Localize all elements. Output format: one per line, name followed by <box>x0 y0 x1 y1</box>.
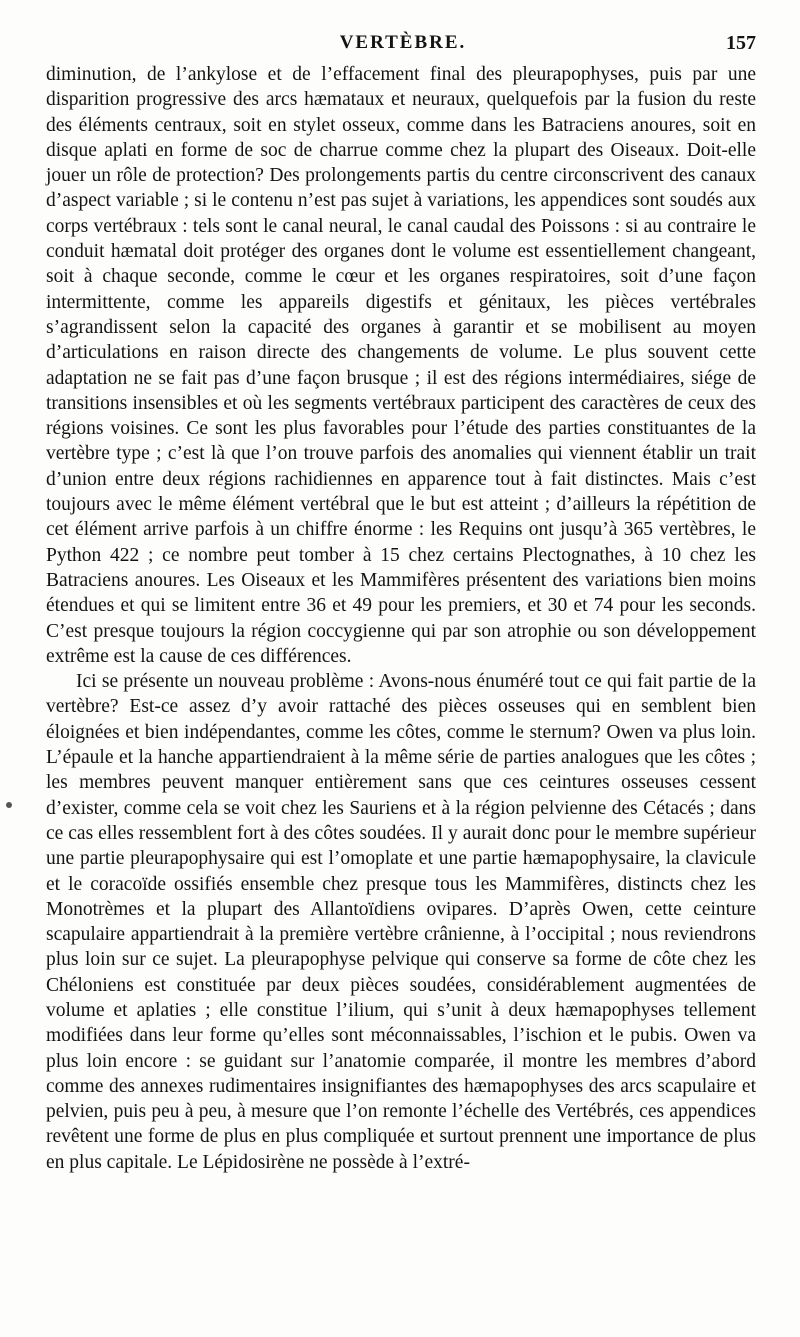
margin-dot <box>6 802 12 808</box>
running-title: VERTÈBRE. <box>339 32 467 53</box>
body-text <box>46 62 756 1175</box>
running-head <box>46 32 760 58</box>
paragraph-continuation: diminution, de l’ankylose et de l’effacement final des pleurapophyses, puis par une disparition progressive des arcs hæmataux et neuraux, quelquefois par la fusion du reste des éléments centraux, soit en stylet osseux, comme dans les Batraciens anoures, soit en disque aplati en forme de soc de charrue comme chez la plupart des Oiseaux. Doit-elle jouer un rôle de protection? Des prolongements partis du centre circonscrivent des canaux d’aspect variable ; si le contenu n’est pas sujet à variations, les appendices sont soudés aux corps vertébraux : tels sont le canal neural, le canal caudal des Poissons : si au contraire le conduit hæmatal doit protéger des organes dont le volume est essentiellement changeant, soit à chaque seconde, comme le cœur et les organes respiratoires, soit d’une façon intermittente, comme les appareils digestifs et génitaux, les pièces vertébrales s’agrandissent selon la capacité des organes à garantir et se mobilisent au moyen d’articulations en raison directe des changements de volume. Le plus souvent cette adaptation ne se fait pas d’une façon brusque ; il est des régions intermédiaires, siége de transitions insensibles et où les segments vertébraux participent des caractères de ceux des régions voisines. Ce sont les plus favorables pour l’étude des parties constituantes de la vertèbre type ; c’est là que l’on trouve parfois des anomalies qui viennent établir un trait d’union entre deux régions rachidiennes en apparence tout à fait distinctes. Mais c’est toujours avec le même élément vertébral que le but est atteint ; d’ailleurs la répétition de cet élément arrive parfois à un chiffre énorme : les Requins ont jusqu’à 365 vertèbres, le Python 422 ; ce nombre peut tomber à 15 chez certains Plectognathes, à 10 chez les Batraciens anoures. Les Oiseaux et les Mammifères présentent des variations bien moins étendues et qui se limitent entre 36 et 49 pour les premiers, et 30 et 74 pour les seconds. C’est presque toujours la région coccygienne qui par son atrophie ou son développement extrême est la cause de ces différences. <box>46 64 756 667</box>
page-number: 157 <box>726 32 756 54</box>
paragraph-problem: Ici se présente un nouveau problème : Avons-nous énuméré tout ce qui fait partie de la vertèbre? Est-ce assez d’y avoir rattaché des pièces osseuses qui en semblent bien éloignées et bien indépendantes, comme les côtes, comme le sternum? Owen va plus loin. L’épaule et la hanche appartiendraient à la même série de parties analogues que les côtes ; les membres peuvent manquer entièrement sans que ces ceintures osseuses cessent d’exister, comme cela se voit chez les Sauriens et à la région pelvienne des Cétacés ; dans ce cas elles ressemblent fort à des côtes soudées. Il y aurait donc pour le membre supérieur une partie pleurapophysaire qui est l’omoplate et une partie hæmapophysaire, la clavicule et le coracoïde ossifiés ensemble chez presque tous les Mammifères, distincts chez les Monotrèmes et la plupart des Allantoïdiens ovipares. D’après Owen, cette ceinture scapulaire appartiendrait à la première vertèbre crânienne, à l’occipital ; nous reviendrons plus loin sur ce sujet. La pleurapophyse pelvique qui conserve sa forme de côte chez les Chéloniens est constituée par deux pièces soudées, considérablement augmentées de volume et aplaties ; elle constitue l’ilium, qui s’unit à deux hæmapophyses tellement modifiées dans leur forme qu’elles sont méconnaissables, l’ischion et le pubis. Owen va plus loin encore : se guidant sur l’anatomie comparée, il montre les membres d’abord comme des annexes rudimentaires insignifiantes des hæmapophyses des arcs scapulaire et pelvien, puis peu à peu, à mesure que l’on remonte l’échelle des Vertébrés, ces appendices revêtent une forme de plus en plus compliquée et surtout prennent une importance de plus en plus capitale. Le Lépidosirène ne possède à l’extré- <box>46 671 756 1173</box>
